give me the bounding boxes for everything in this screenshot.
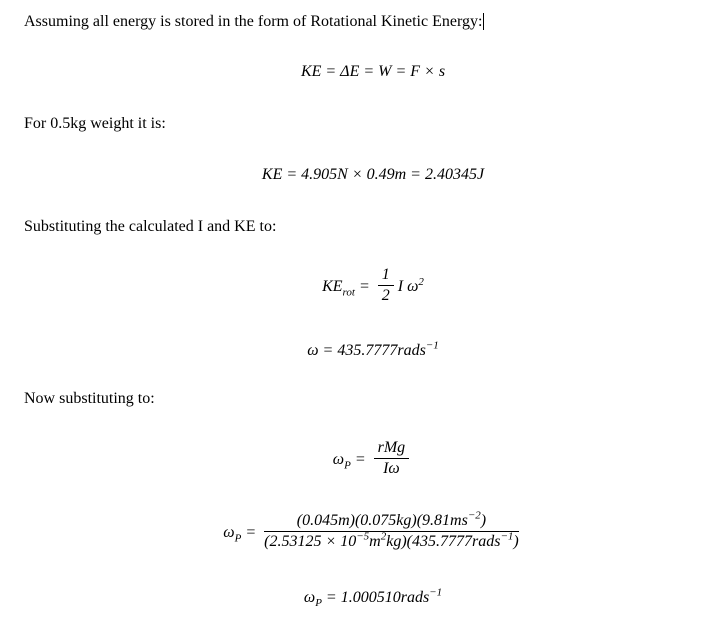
fraction-denominator: Iω (383, 460, 400, 477)
denominator-text: (2.53125 × 10 (264, 533, 357, 550)
paragraph-intro[interactable] (24, 12, 484, 31)
text-cursor (483, 13, 484, 30)
eq-rhs-superscript: 2 (418, 275, 424, 288)
numerator-text: (0.045m)(0.075kg)(9.81ms (296, 512, 468, 529)
paragraph-substitute-text: Substituting the calculated I and KE to: (24, 218, 277, 235)
eq-value: 435.7777rads (337, 342, 426, 359)
denominator-close-paren: ) (513, 533, 519, 550)
denominator-text-2: kg)(435.7777rads (386, 533, 501, 550)
eq-lhs: KE (322, 278, 343, 296)
paragraph-weight-text: For 0.5kg weight it is: (24, 115, 166, 132)
equals-sign: = (354, 451, 366, 469)
fraction-one-half (378, 266, 394, 305)
paragraph-now-text: Now substituting to: (24, 390, 155, 407)
fraction-denominator: 2 (381, 287, 390, 304)
fraction-numerator (264, 509, 519, 532)
equals-sign: = (325, 589, 337, 606)
paragraph-now[interactable] (24, 389, 155, 408)
fraction-numerator: 1 (378, 266, 394, 286)
denominator-superscript-sq: 2 (380, 530, 387, 543)
numerator-superscript: −2 (467, 509, 481, 522)
eq-superscript: −1 (425, 339, 439, 352)
paragraph-intro-text: Assuming all energy is stored in the form of Rotational Kinetic Energy: (24, 13, 483, 30)
eq-value: 1.000510rads (340, 589, 430, 606)
equals-sign: = (245, 524, 257, 542)
equation-energy-chain[interactable] (18, 63, 728, 81)
eq-lhs-subscript: P (344, 459, 351, 472)
equation-energy-chain-text: KE = ΔE = W = F × s (300, 63, 446, 80)
paragraph-substitute[interactable] (24, 217, 276, 236)
equation-ke-value-text: KE = 4.905N × 0.49m = 2.40345J (261, 166, 485, 183)
denominator-superscript-inv: −1 (500, 530, 514, 543)
fraction-denominator (264, 532, 519, 551)
eq-lhs-subscript: P (315, 597, 322, 610)
equation-precession-substituted[interactable] (18, 509, 728, 553)
eq-lhs-subscript: P (234, 532, 242, 545)
equation-rotational-ke[interactable] (18, 268, 728, 307)
denominator-m: m (369, 533, 381, 550)
equation-ke-value[interactable] (18, 166, 728, 184)
fraction-substituted (264, 509, 519, 551)
eq-rhs: I ω (397, 278, 419, 296)
paragraph-weight[interactable] (24, 114, 166, 133)
denominator-superscript-exp: −5 (356, 530, 370, 543)
eq-lhs: ω (223, 524, 235, 542)
equation-precession-formula[interactable] (18, 441, 728, 480)
equals-sign: = (322, 342, 334, 359)
equation-omega-value[interactable] (18, 339, 728, 360)
fraction-rmg-iw (374, 439, 410, 478)
equation-precession-result[interactable] (18, 586, 728, 610)
equals-sign: = (358, 278, 370, 296)
eq-lhs: ω (332, 451, 345, 469)
eq-superscript: −1 (429, 586, 443, 599)
eq-lhs-subscript: rot (342, 286, 355, 299)
numerator-close-paren: ) (480, 512, 487, 529)
eq-lhs: ω (303, 589, 316, 606)
eq-lhs: ω (307, 342, 319, 359)
fraction-numerator: rMg (374, 439, 410, 459)
